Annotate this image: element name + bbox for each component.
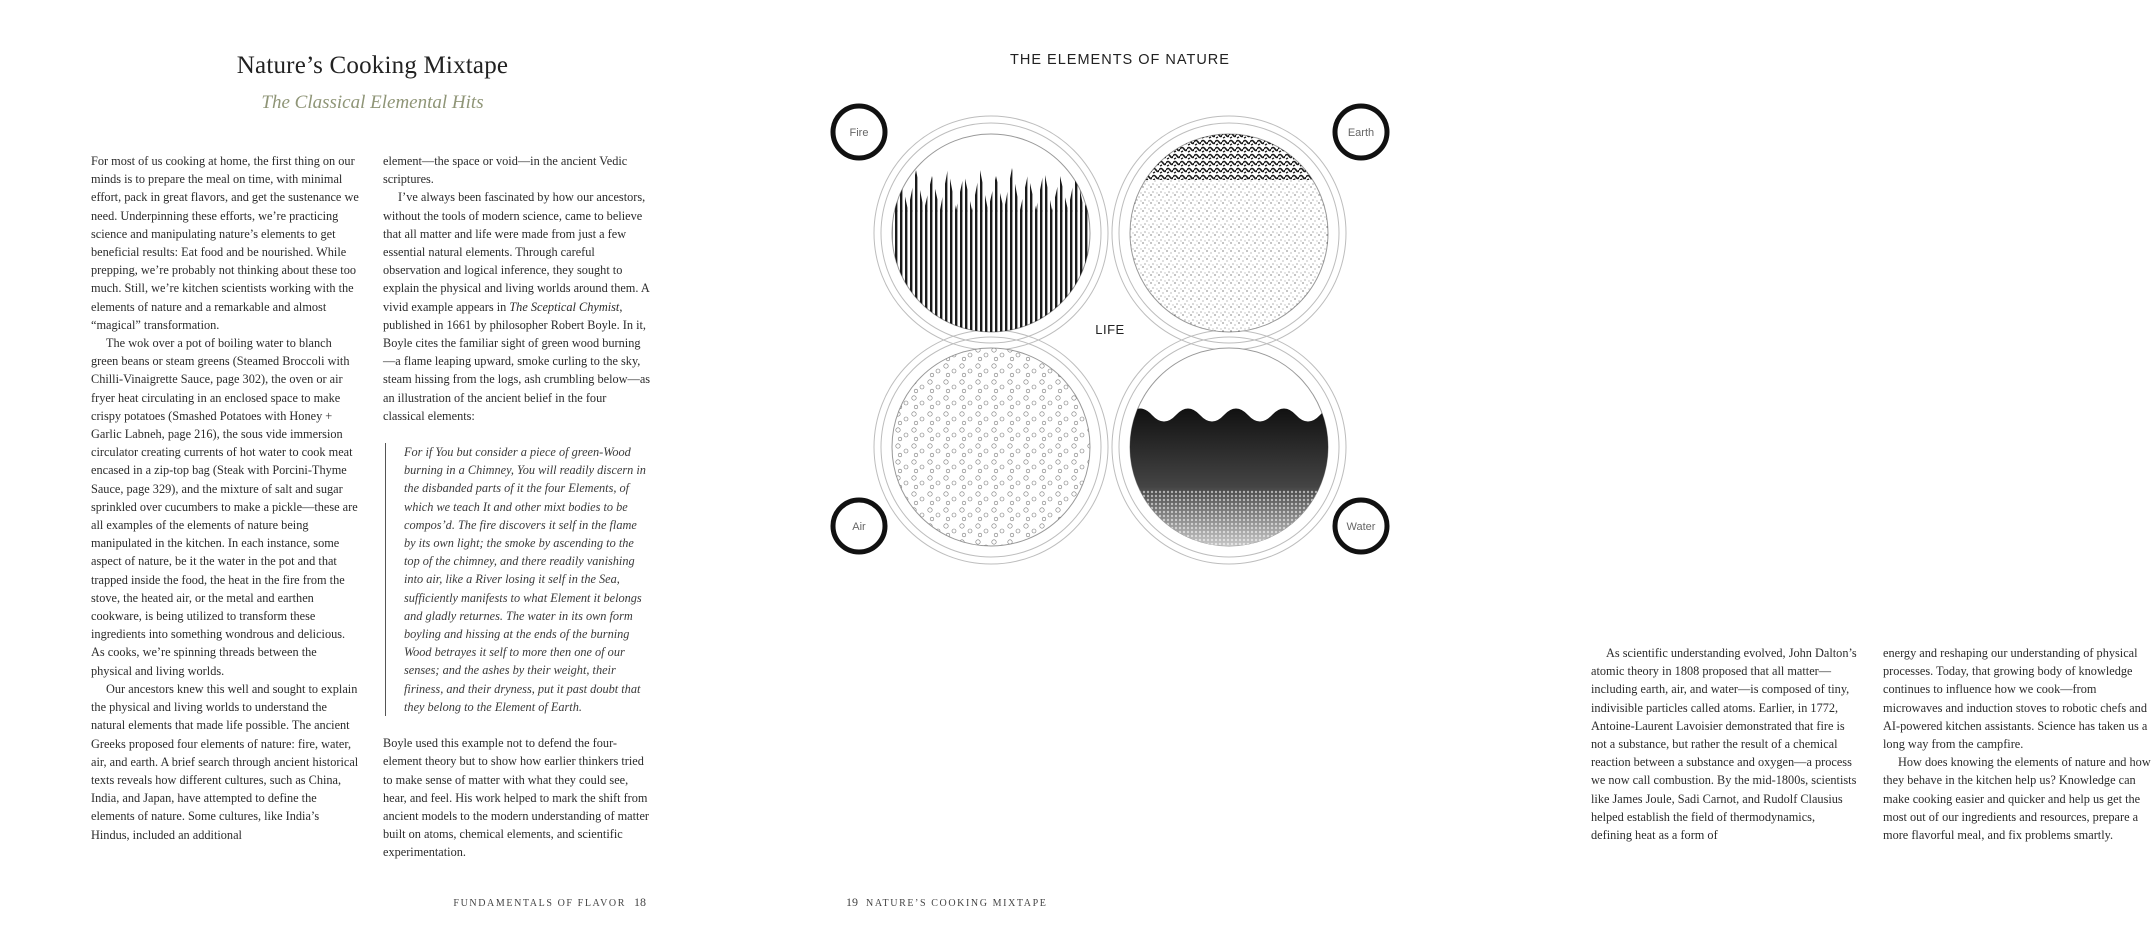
paragraph: The wok over a pot of boiling water to blanch green beans or steam greens (Steamed Broccoli with Chilli-Vinaigrette Sauce, page 302), the oven or air fryer heat circulating in an enclosed space to make crispy potatoes (Smashed Potatoes with Honey + Garlic Labneh, page 216), the sous vide immersion circulator creating currents of hot water to cook meat encased in a zip-top bag (Steak with Porcini-Thyme Sauce, page 329), and the mixture of salt and sugar sprinkled over cucumbers to make a pickle—these are all examples of the elements of nature being manipulated in the kitchen. In each instance, some aspect of nature, be it the water in the pot and that trapped inside the food, the heat in the fire from the stove, the heated air, or the metal and earthen cookware, is being utilized to transform these ingredients into something wondrous and delicious. As cooks, we’re spinning threads between the physical and living worlds.	[91, 336, 358, 678]
paragraph: How does knowing the elements of nature and how they behave in the kitchen help us? Knowledge can make cooking easier and quicker and help us get the most out of our ingredients and resources, prepare a more flavorful meal, and fix problems smartly.	[1883, 755, 2151, 843]
page-number: 18	[634, 895, 646, 909]
fire-label: Fire	[849, 127, 869, 139]
body-column-3	[1591, 644, 1859, 844]
quote-text: For if You but consider a piece of green-Wood burning in a Chimney, You will readily discern in the disbanded parts of it the four Elements, of which we teach It and other mixt bodies to be compos’d. The fire discovers it self in the flame by its own light; the smoke by ascending to the top of the chimney, and there readily vanishing into air, like a River losing it self in the Sea, sufficiently manifests to what Element it belongs and gladly returnes. The water in its own form boyling and hissing at the ends of the burning Wood betrayes it self to more then one of our senses; and the ashes by their weight, their firiness, and their dryness, put it past doubt that they belong to the Element of Earth.	[404, 445, 646, 714]
water-label-circle	[1335, 500, 1387, 552]
paragraph: For most of us cooking at home, the first thing on our minds is to prepare the meal on time, with minimal effort, pack in great flavors, and get the sustenance we need. Underpinning these efforts, we’re practicing science and manipulating nature’s elements to get beneficial results: Eat food and be nourished. While prepping, we’re probably not thinking about these too much. Still, we’re kitchen scientists working with the elements of nature and a remarkable and almost “magical” transformation.	[91, 154, 359, 332]
earth-element	[1128, 130, 1330, 338]
figure-title: THE ELEMENTS OF NATURE	[1010, 52, 1230, 68]
air-label-circle	[833, 500, 885, 552]
body-column-2	[383, 152, 651, 862]
body-column-4	[1883, 644, 2153, 844]
paragraph: element—the space or void—in the ancient Vedic scriptures.	[383, 154, 628, 187]
paragraph: Boyle used this example not to defend the four-element theory but to show how earlier thinkers tried to make sense of matter with what they could see, hear, and feel. His work helped to mark the shift from ancient models to the modern understanding of matter built on atoms, chemical elements, and scientific experimentation.	[383, 736, 650, 860]
chapter-subtitle: The Classical Elemental Hits	[261, 92, 484, 113]
earth-label-circle	[1335, 106, 1387, 158]
folio-left	[453, 895, 654, 910]
elements-diagram	[830, 90, 1410, 570]
paragraph: As scientific understanding evolved, John Dalton’s atomic theory in 1808 proposed that all matter—including earth, air, and water—is composed of tiny, indivisible particles called atoms. Earlier, in 1772, Antoine-Laurent Lavoisier demonstrated that fire is not a substance, but rather the result of a chemical reaction between a substance and oxygen—a process we now call combustion. By the mid-1800s, scientists like James Joule, Sadi Carnot, and Rudolf Clausius helped establish the field of thermodynamics, defining heat as a form of	[1591, 646, 1857, 843]
air-element	[890, 346, 1092, 548]
block-quote	[385, 443, 651, 716]
water-label: Water	[1346, 521, 1376, 533]
paragraph	[383, 188, 651, 425]
chapter-title: Nature’s Cooking Mixtape	[236, 52, 509, 79]
air-label: Air	[852, 521, 866, 533]
running-head: FUNDAMENTALS OF FLAVOR	[453, 898, 626, 909]
right-page	[750, 0, 2151, 937]
running-head: NATURE’S COOKING MIXTAPE	[866, 898, 1048, 909]
text-run: , published in 1661 by philosopher Robert Boyle. In it, Boyle cites the familiar sight of green wood burning—a flame leaping upward, smoke curling to the sky, steam hissing from the logs, ash crumbling below—as an illustration of the ancient belief in the four classical elements:	[383, 299, 651, 423]
fire-label-circle	[833, 106, 885, 158]
book-title: The Sceptical Chymist	[509, 299, 620, 314]
earth-label: Earth	[1347, 127, 1375, 139]
paragraph: Our ancestors knew this well and sought to explain the physical and living worlds to understand the natural elements that made life possible. The ancient Greeks proposed four elements of nature: fire, water, air, and earth. A brief search through ancient historical texts reveals how different cultures, such as China, India, and Japan, have attempted to define the elements of nature. Some cultures, like India’s Hindus, included an additional	[91, 681, 359, 842]
paragraph: energy and reshaping our understanding of physical processes. Today, that growing body of knowledge continues to influence how we cook—from microwaves and induction stoves to robotic chefs and AI-powered kitchen assistants. Science has taken us a long way from the campfire.	[1883, 646, 2148, 752]
fire-element	[890, 134, 1092, 340]
folio-right	[838, 895, 1048, 910]
life-label: LIFE	[1095, 322, 1125, 337]
page-number: 19	[846, 895, 858, 909]
body-column-1	[91, 152, 359, 844]
left-page	[0, 0, 750, 937]
text-run: I’ve always been fascinated by how our ancestors, without the tools of modern science, came to believe that all matter and life were made from just a few essential natural elements. Through careful observation and logical inference, they sought to explain the physical and living worlds around them. A vivid example appears in	[383, 190, 650, 314]
